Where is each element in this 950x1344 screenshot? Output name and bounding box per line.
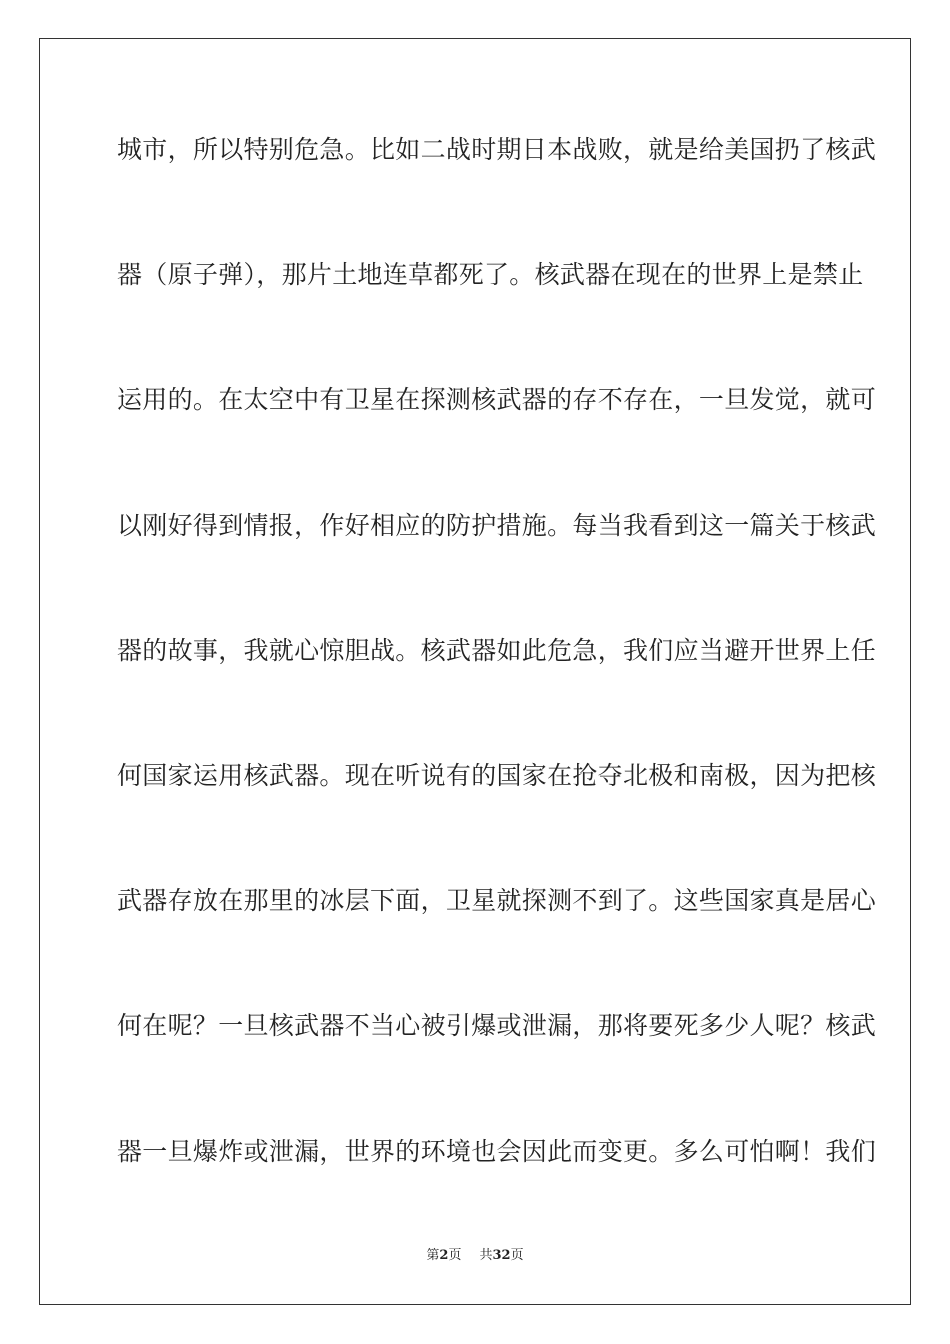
total-pages-prefix: 共	[479, 1248, 493, 1263]
text-line: 器的故事，我就心惊胆战。核武器如此危急，我们应当避开世界上任	[117, 635, 877, 665]
text-line: 何在呢？一旦核武器不当心被引爆或泄漏，那将要死多少人呢？核武	[117, 1011, 877, 1041]
page-number-suffix: 页	[448, 1248, 462, 1263]
page-number: 2	[439, 1248, 449, 1263]
text-line: 武器存放在那里的冰层下面，卫星就探测不到了。这些国家真是居心	[117, 886, 877, 916]
text-line: 器（原子弹），那片土地连草都死了。核武器在现在的世界上是禁止	[117, 260, 864, 290]
text-line: 以刚好得到情报，作好相应的防护措施。每当我看到这一篇关于核武	[117, 510, 877, 540]
document-body	[117, 120, 877, 1247]
text-line: 器一旦爆炸或泄漏，世界的环境也会因此而变更。多么可怕啊！我们	[117, 1136, 877, 1166]
page-number-prefix: 第	[426, 1248, 440, 1263]
page-footer	[0, 1246, 950, 1266]
total-pages: 32	[492, 1248, 511, 1263]
text-line: 城市，所以特别危急。比如二战时期日本战败，就是给美国扔了核武	[117, 135, 877, 164]
total-pages-suffix: 页	[510, 1248, 524, 1263]
text-line: 运用的。在太空中有卫星在探测核武器的存不存在，一旦发觉，就可	[117, 385, 877, 415]
text-line: 何国家运用核武器。现在听说有的国家在抢夺北极和南极，因为把核	[117, 760, 877, 790]
